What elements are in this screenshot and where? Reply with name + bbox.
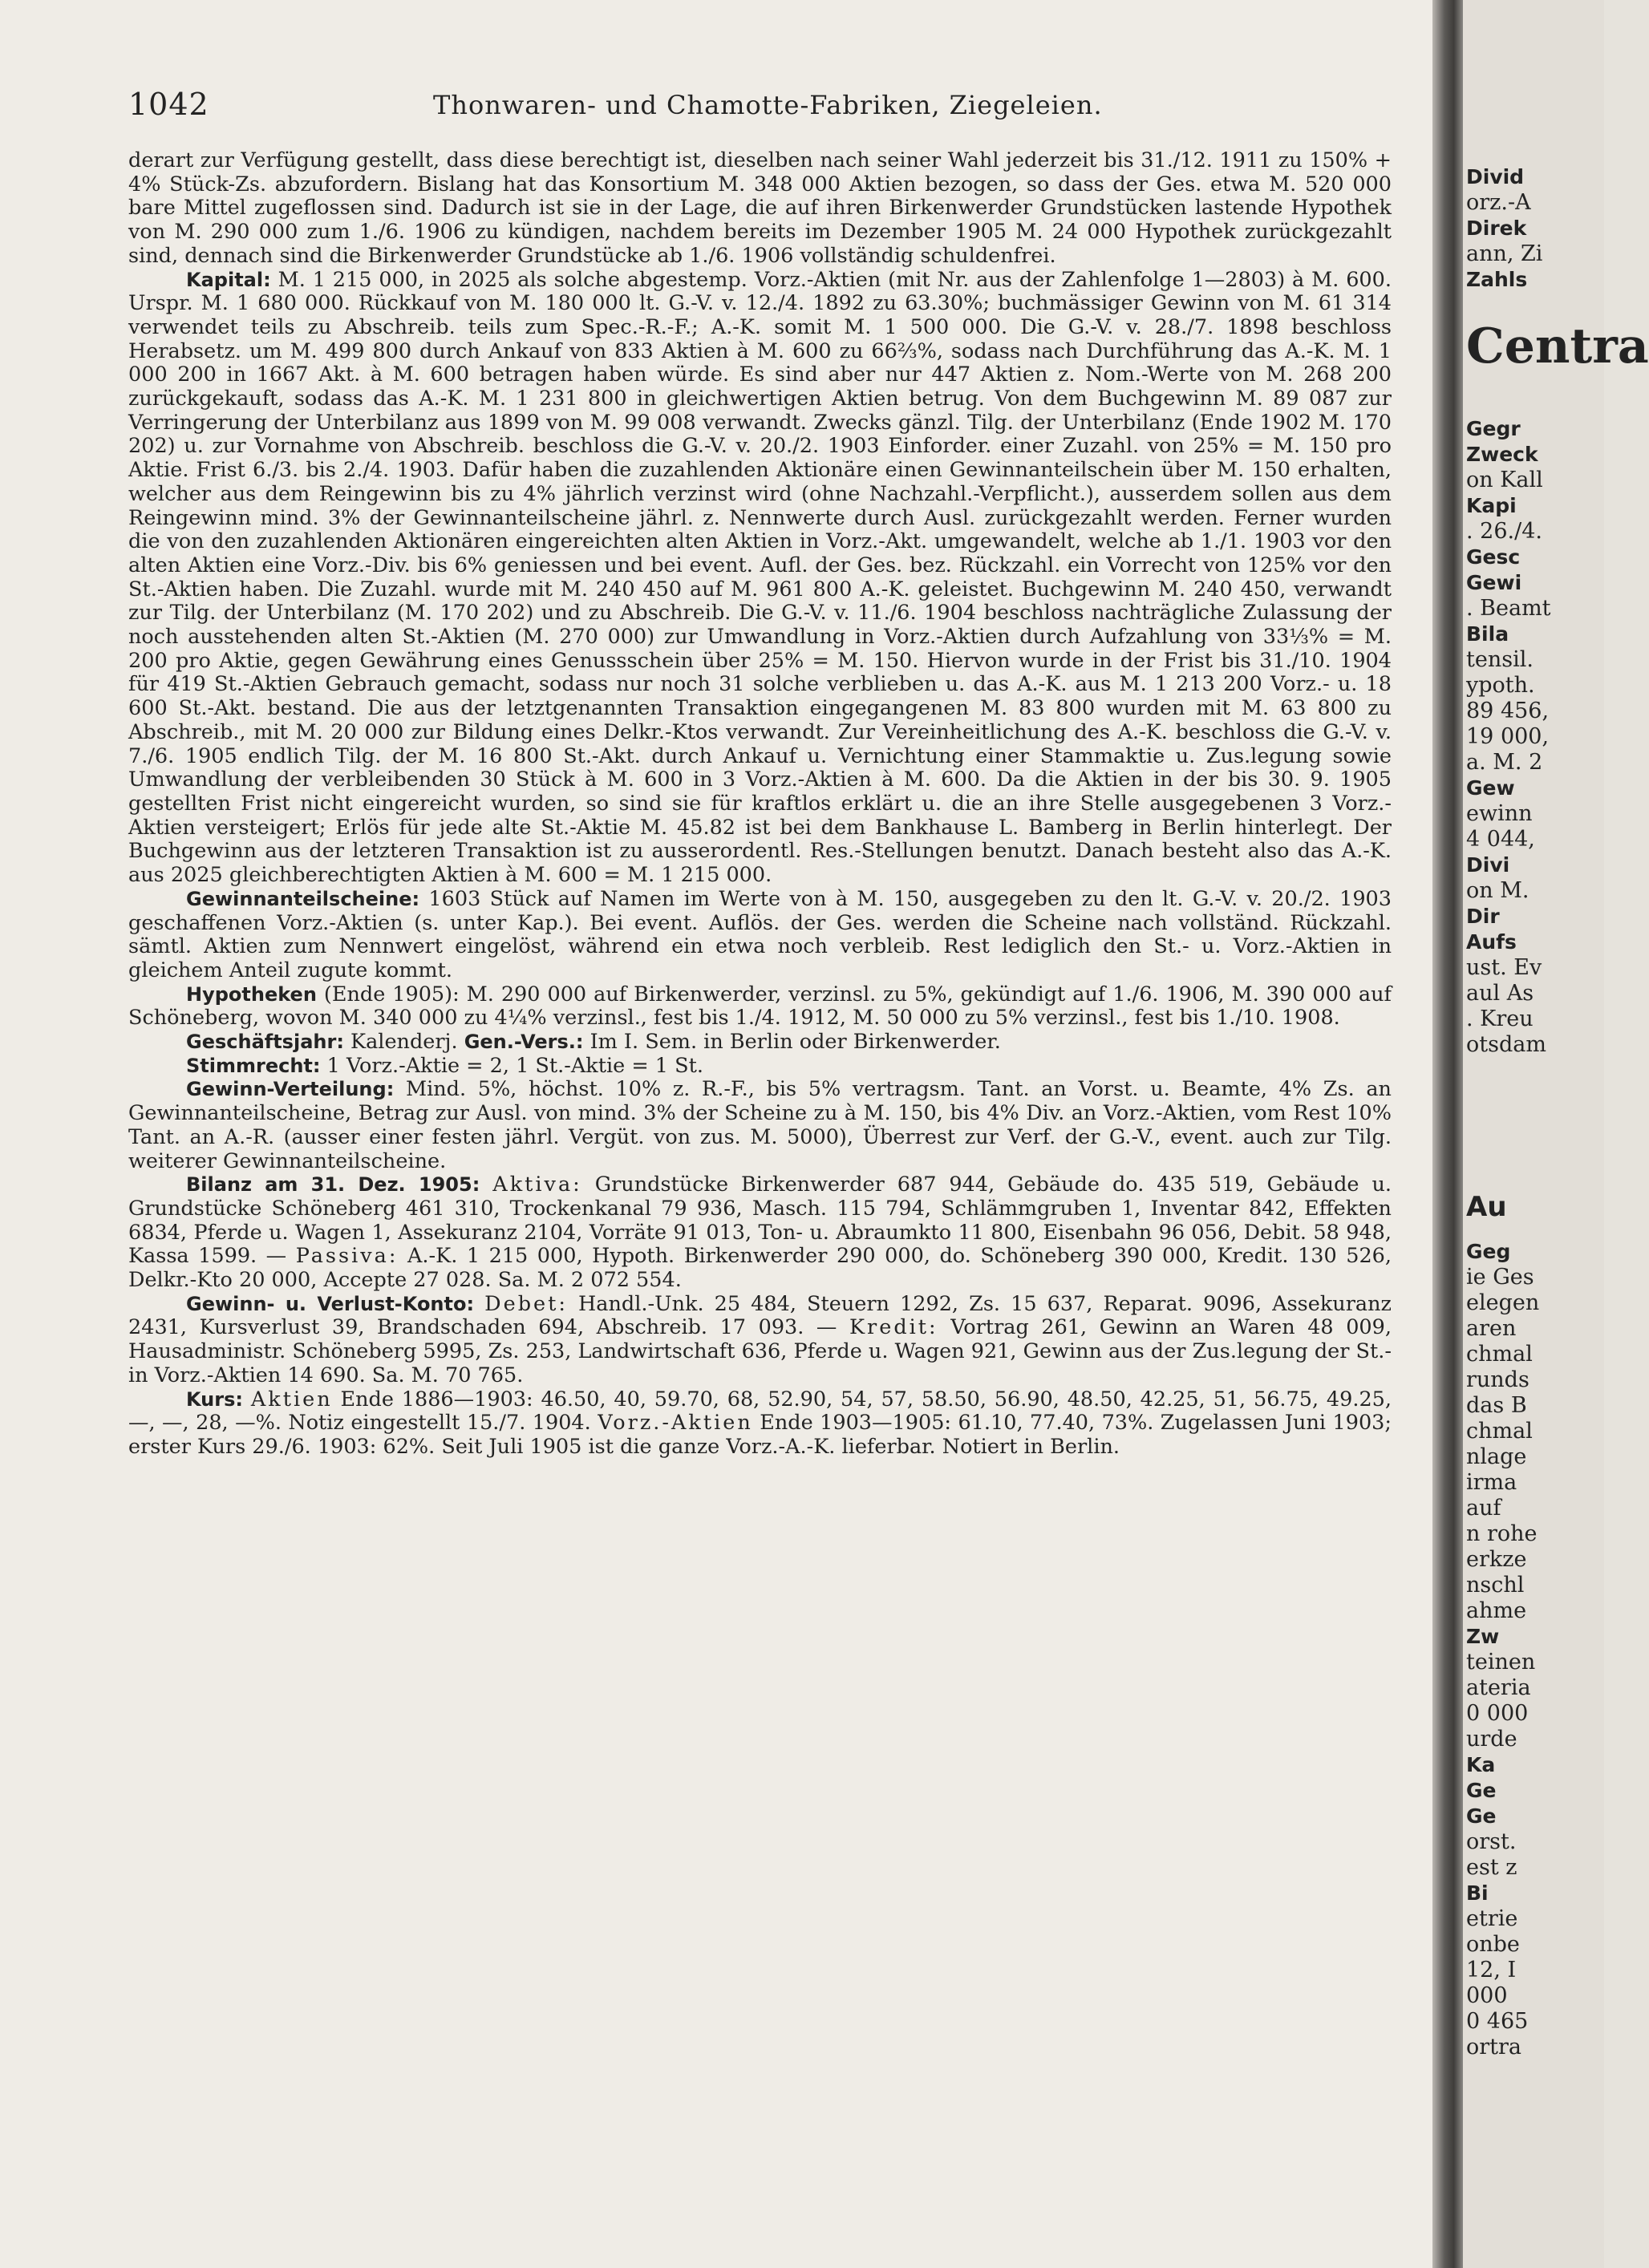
next-page-fragment: Direk xyxy=(1466,217,1527,240)
next-page-fragment: das B xyxy=(1466,1393,1527,1418)
guv-label: Gewinn- u. Verlust-Konto: xyxy=(186,1292,475,1315)
next-page-fragment: Gegr xyxy=(1466,417,1521,440)
stimmrecht-label: Stimmrecht: xyxy=(186,1054,321,1077)
next-page-fragment: Gesc xyxy=(1466,545,1521,569)
next-page-fragment: runds xyxy=(1466,1367,1529,1392)
hypotheken-label: Hypotheken xyxy=(186,982,317,1006)
next-page-fragment: nlage xyxy=(1466,1444,1527,1469)
page-number: 1042 xyxy=(128,87,209,122)
kurs-paragraph: Kurs: Aktien Ende 1886—1903: 46.50, 40, 59.70, 68, 52.90, 54, 57, 58.50, 56.90, 48.50, 42.25, 51, 56.75, 49.25, —, —, 28, —%. Notiz eingestellt 15./7. 1904. Vorz.-Aktien Ende 1903—1905: 61.10, 77.40, 73%. Zugelassen Juni 1903; erster Kurs 29./6. 1903: 62%. Seit Juli 1905 ist die ganze Vorz.-A.-K. lieferbar. Notiert in Berlin. xyxy=(128,1387,1392,1459)
next-page-fragment: 89 456, xyxy=(1466,699,1550,723)
next-page-edge xyxy=(1463,0,1649,2268)
next-page-fragment: on M. xyxy=(1466,878,1529,903)
next-page-fragment: ann, Zi xyxy=(1466,241,1543,266)
next-page-fragment: elegen xyxy=(1466,1290,1540,1315)
next-page-fragment: Centra xyxy=(1466,318,1649,375)
next-page-fragment: Dir xyxy=(1466,905,1500,928)
next-page-fragment: Kapi xyxy=(1466,494,1517,517)
kurs-vorz-label: Vorz.-Aktien xyxy=(598,1411,753,1436)
next-page-fragment: Zweck xyxy=(1466,443,1538,466)
debet-label: Debet: xyxy=(484,1291,568,1316)
next-page-fragment: ust. Ev xyxy=(1466,955,1542,980)
next-page-fragment: ahme xyxy=(1466,1598,1527,1623)
next-page-fragment: auf xyxy=(1466,1496,1501,1521)
kapital-paragraph: Kapital: M. 1 215 000, in 2025 als solche abgestemp. Vorz.-Aktien (mit Nr. aus der Zahlenfolge 1—2803) à M. 600. Urspr. M. 1 680 000. Rückkauf von M. 180 000 lt. G.-V. v. 12./4. 1892 zu 63.30%; buchmässiger Gewinn von M. 61 314 verwendet teils zu Abschreib. teils zum Spec.-R.-F.; A.-K. somit M. 1 500 000. Die G.-V. v. 28./7. 1898 beschloss Herabsetz. um M. 499 800 durch Ankauf von 833 Aktien à M. 600 zu 66⅔%, sodass nach Durchführung das A.-K. M. 1 000 200 in 1667 Akt. à M. 600 betragen haben würde. Es sind aber nur 447 Aktien z. Nom.-Werte von M. 268 200 zurückgekauft, sodass das A.-K. M. 1 231 800 in gleichwertigen Aktien betrug. Von dem Buchgewinn M. 89 087 zur Verringerung der Unterbilanz aus 1899 von M. 99 008 verwandt. Zwecks gänzl. Tilg. der Unterbilanz (Ende 1902 M. 170 202) u. zur Vornahme von Abschreib. beschloss die G.-V. v. 20./2. 1903 Einforder. einer Zuzahl. von 25% = M. 150 pro Aktie. Frist 6./3. bis 2./4. 1903. Dafür haben die zuzahlenden Aktionäre einen Gewinnanteilschein über M. 150 erhalten, welcher aus dem Reingewinn bis zu 4% jährlich verzinst wird (ohne Nachzahl.-Verpflicht.), ausserdem sollen aus dem Reingewinn mind. 3% der Gewinnanteilscheine jährl. z. Nennwerte durch Ausl. zurückgezahlt werden. Ferner wurden die von den zuzahlenden Aktionären eingereichten alten Aktien in Vorz.-Akt. umgewandelt, welche ab 1./1. 1903 vor den alten Aktien eine Vorz.-Div. bis 6% geniessen und bei event. Aufl. der Ges. bez. Rückzahl. ein Vorrecht von 125% vor den St.-Aktien haben. Die Zuzahl. wurde mit M. 240 450 auf M. 961 800 A.-K. geleistet. Buchgewinn M. 240 450, verwandt zur Tilg. der Unterbilanz (M. 170 202) und zu Abschreib. Die G.-V. v. 11./6. 1904 beschloss nachträgliche Zulassung der noch ausstehenden alten St.-Aktien (M. 270 000) zur Umwandlung in Vorz.-Aktien durch Aufzahlung von 33⅓% = M. 200 pro Aktie, gegen Gewährung eines Genussschein über 25% = M. 150. Hiervon wurde in der Frist bis 31./10. 1904 für 419 St.-Aktien Gebrauch gemacht, sodass nur noch 31 solche verblieben u. das A.-K. aus M. 1 213 200 Vorz.- u. 18 600 St.-Akt. bestand. Die aus der letztgenannten Transaktion eingegangenen M. 83 800 wurden mit M. 63 800 zu Abschreib., mit M. 20 000 zur Bildung eines Delkr.-Ktos verwandt. Zur Vereinheitlichung des A.-K. beschloss die G.-V. v. 7./6. 1905 endlich Tilg. der M. 16 800 St.-Akt. durch Ankauf u. Vernichtung einer Stammaktie u. Zus.legung sowie Umwandlung der verbleibenden 30 Stück à M. 600 in 3 Vorz.-Aktien à M. 600. Da die Aktien in der bis 30. 9. 1905 gestellten Frist nicht eingereicht wurden, so sind sie für kraftlos erklärt u. die an ihre Stelle ausgegebenen 3 Vorz.-Aktien versteigert; Erlös für jede alte St.-Aktie M. 45.82 ist bei dem Bankhause L. Bamberg in Berlin hinterlegt. Der Buchgewinn aus der letzteren Transaktion ist zu ausserordentl. Res.-Stellungen benutzt. Danach besteht also das A.-K. aus 2025 gleichberechtigten Aktien à M. 600 = M. 1 215 000. xyxy=(128,267,1392,888)
bilanz-paragraph: Bilanz am 31. Dez. 1905: Aktiva: Grundstücke Birkenwerder 687 944, Gebäude do. 435 519, Gebäude u. Grundstücke Schöneberg 461 310, Trockenkanal 79 936, Masch. 115 794, Schlämmgruben 1, Inventar 842, Effekten 6834, Pferde u. Wagen 1, Assekuranz 2104, Vorräte 91 013, Ton- u. Abraumkto 11 800, Eisenbahn 96 056, Debit. 58 948, Kassa 1599. — Passiva: A.-K. 1 215 000, Hypoth. Birkenwerder 290 000, do. Schöneberg 390 000, Kredit. 130 526, Delkr.-Kto 20 000, Accepte 27 028. Sa. M. 2 072 554. xyxy=(128,1172,1392,1293)
next-page-fragment: 19 000, xyxy=(1466,724,1550,749)
intro-paragraph: derart zur Verfügung gestellt, dass diese berechtigt ist, dieselben nach seiner Wahl jederzeit bis 31./12. 1911 zu 150% + 4% Stück-Zs. abzufordern. Bislang hat das Konsortium M. 348 000 Aktien bezogen, so dass der Ges. etwa M. 520 000 bare Mittel zugeflossen sind. Dadurch ist sie in der Lage, die auf ihren Birkenwerder Grundstücken lastende Hypothek von M. 290 000 zum 1./6. 1906 zu kündigen, nachdem bereits im Dezember 1905 M. 24 000 Hypothek zurückgezahlt sind, dennach sind die Birkenwerder Grundstücke ab 1./6. 1906 vollständig schuldenfrei. xyxy=(128,148,1392,268)
kredit-label: Kredit: xyxy=(849,1315,938,1340)
next-page-fragment: Ge xyxy=(1466,1779,1497,1802)
gewinnverteilung-label: Gewinn-Verteilung: xyxy=(186,1078,395,1101)
next-page-fragment: 000 xyxy=(1466,1983,1508,2008)
next-page-fragment: ypoth. xyxy=(1466,673,1535,698)
next-page-fragment: Zahls xyxy=(1466,268,1528,291)
next-page-fragment: Gew xyxy=(1466,776,1515,800)
next-page-fragment: 0 000 xyxy=(1466,1701,1529,1726)
next-page-fragment: otsdam xyxy=(1466,1032,1546,1057)
next-page-fragment: 12, I xyxy=(1466,1958,1517,1982)
next-page-fragment: orz.-A xyxy=(1466,190,1531,215)
next-page-fragment: orst. xyxy=(1466,1829,1517,1854)
gewinnanteilscheine-paragraph: Gewinnanteilscheine: 1603 Stück auf Namen im Werte von à M. 150, ausgegeben zu den lt. G.-V. v. 20./2. 1903 geschaffenen Vorz.-Aktien (s. unter Kap.). Bei event. Auflös. der Ges. werden die Scheine nach vollständ. Rückzahl. sämtl. Aktien zum Nennwert eingelöst, während ein etwa noch verbleib. Rest lediglich den St.- u. Vorz.-Aktien in gleichem Anteil zugute kommt. xyxy=(128,886,1392,982)
stimmrecht-paragraph: Stimmrecht: 1 Vorz.-Aktie = 2, 1 St.-Aktie = 1 St. xyxy=(186,1053,703,1078)
next-page-fragment: Aufs xyxy=(1466,930,1517,954)
bilanz-label: Bilanz am 31. Dez. 1905: xyxy=(186,1173,480,1197)
next-page-fragment: ortra xyxy=(1466,2035,1522,2059)
book-gutter xyxy=(1432,0,1463,2268)
kapital-label: Kapital: xyxy=(186,268,271,291)
next-page-fragment: . Beamt xyxy=(1466,596,1551,621)
next-page-fragment: ie Ges xyxy=(1466,1265,1534,1290)
next-page-fragment: Gewi xyxy=(1466,571,1522,594)
hypotheken-paragraph: Hypotheken (Ende 1905): M. 290 000 auf Birkenwerder, verzinsl. zu 5%, gekündigt auf 1./6. 1906, M. 390 000 auf Schöneberg, wovon M. 340 000 zu 4¼% verzinsl., fest bis 1./4. 1912, M. 50 000 zu 5% verzinsl., fest bis 1./10. 1908. xyxy=(128,982,1392,1031)
next-page-fragment: irma xyxy=(1466,1470,1517,1495)
next-page-fragment: Ka xyxy=(1466,1753,1496,1776)
next-page-fragment: 0 465 xyxy=(1466,2009,1529,2034)
next-page-fragment: on Kall xyxy=(1466,468,1543,492)
next-page-fragment: a. M. 2 xyxy=(1466,750,1543,775)
article-body xyxy=(128,149,1392,1460)
next-page-fragment: Au xyxy=(1466,1191,1507,1223)
genvers-label: Gen.-Vers.: xyxy=(464,1031,584,1054)
next-page-fragment: tensil. xyxy=(1466,647,1534,672)
gewinnverteilung-paragraph: Gewinn-Verteilung: Mind. 5%, höchst. 10% z. R.-F., bis 5% vertragsm. Tant. an Vorst. u. Beamte, 4% Zs. an Gewinnanteilscheine, Betrag zur Ausl. von mind. 3% der Scheine zu à M. 150, bis 4% Div. an Vorz.-Aktien, vom Rest 10% Tant. an A.-R. (ausser einer festen jährl. Vergüt. von zus. M. 5000), Überrest zur Verf. der G.-V., event. auch zur Tilg. weiterer Gewinnanteilscheine. xyxy=(128,1077,1392,1173)
next-page-fragment: ateria xyxy=(1466,1675,1531,1700)
next-page-fragment: onbe xyxy=(1466,1932,1520,1957)
next-page-fragment: teinen xyxy=(1466,1650,1536,1675)
next-page-fragment: chmal xyxy=(1466,1419,1533,1444)
next-page-fragment: Zw xyxy=(1466,1625,1500,1648)
next-page-fragment: nschl xyxy=(1466,1573,1525,1598)
next-page-fragment: etrie xyxy=(1466,1906,1518,1931)
kurs-label: Kurs: xyxy=(186,1387,243,1411)
next-page-fragment: 4 044, xyxy=(1466,827,1535,852)
next-page-fragment: chmal xyxy=(1466,1342,1533,1367)
next-page-fragment: Divid xyxy=(1466,165,1525,188)
passiva-label: Passiva: xyxy=(295,1244,399,1269)
next-page-fragment: n rohe xyxy=(1466,1521,1538,1546)
next-page-fragment: Ge xyxy=(1466,1804,1497,1828)
page-header xyxy=(128,87,1396,127)
next-page-fragment: aren xyxy=(1466,1316,1517,1341)
next-page-fragment: Bi xyxy=(1466,1881,1489,1905)
next-page-fragment: aul As xyxy=(1466,981,1534,1006)
running-head: Thonwaren- und Chamotte-Fabriken, Ziegeleien. xyxy=(433,90,1103,120)
next-page-fragment: Bila xyxy=(1466,622,1509,646)
next-page-fragment: urde xyxy=(1466,1727,1517,1752)
next-page-fragment: Divi xyxy=(1466,853,1510,877)
next-page-fragment: . Kreu xyxy=(1466,1006,1534,1031)
guv-paragraph: Gewinn- u. Verlust-Konto: Debet: Handl.-Unk. 25 484, Steuern 1292, Zs. 15 637, Reparat. 9096, Assekuranz 2431, Kursverlust 39, Brandschaden 694, Abschreib. 17 093. — Kredit: Vortrag 261, Gewinn an Waren 48 009, Hausadministr. Schöneberg 5995, Zs. 253, Landwirtschaft 636, Pferde u. Wagen 921, Gewinn aus der Zus.legung der St.- in Vorz.-Aktien 14 690. Sa. M. 70 765. xyxy=(128,1291,1392,1387)
next-page-fragment: erkze xyxy=(1466,1547,1527,1572)
next-page-fragment: ewinn xyxy=(1466,801,1533,826)
gewinnanteilscheine-label: Gewinnanteilscheine: xyxy=(186,887,420,910)
geschaeftsjahr-label: Geschäftsjahr: xyxy=(186,1031,344,1054)
kurs-aktien-label: Aktien xyxy=(250,1387,333,1411)
aktiva-label: Aktiva: xyxy=(492,1172,582,1197)
next-page-fragment: est z xyxy=(1466,1855,1517,1880)
next-page-fragment: Geg xyxy=(1466,1240,1511,1263)
geschaeftsjahr-paragraph: Geschäftsjahr: Kalenderj. Gen.-Vers.: Im I. Sem. in Berlin oder Birkenwerder. xyxy=(186,1030,1001,1055)
next-page-fragment: . 26./4. xyxy=(1466,519,1542,544)
